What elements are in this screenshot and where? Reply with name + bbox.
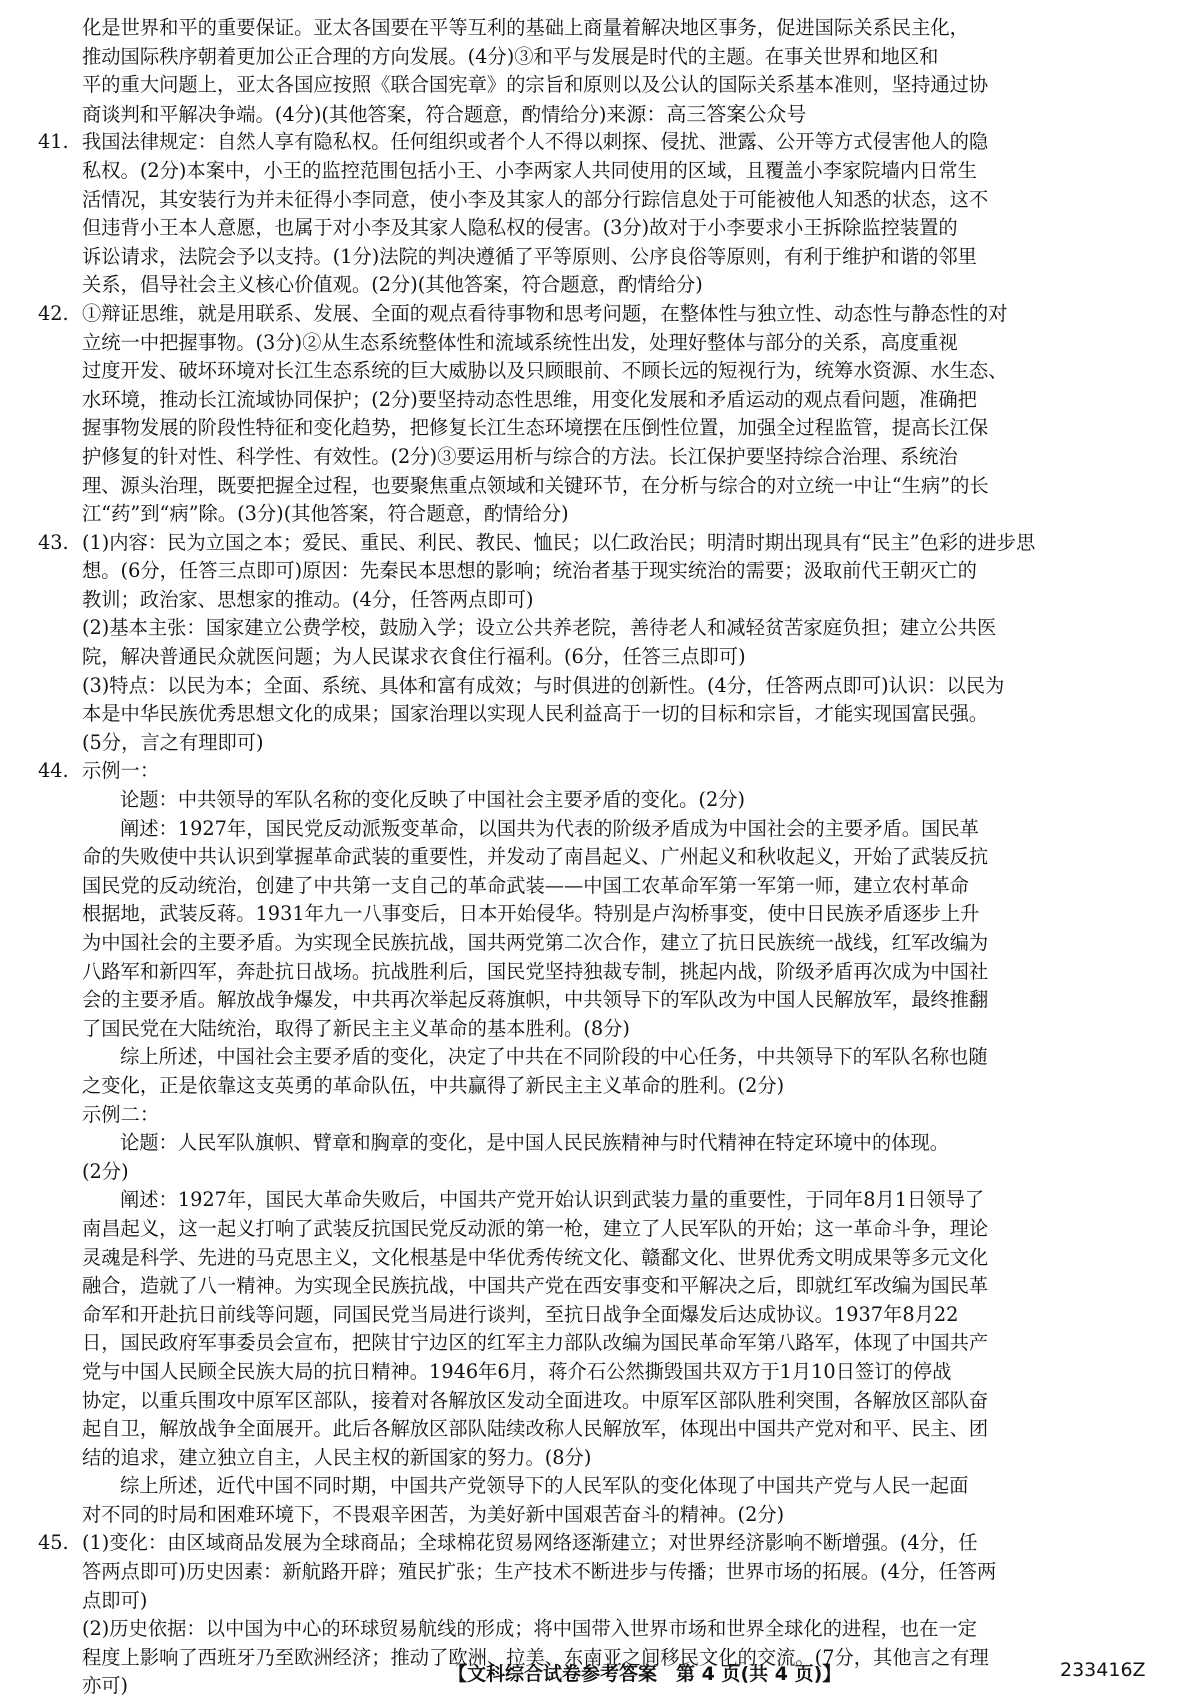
answer-line <box>82 43 1167 72</box>
answer-text: 化是世界和平的重要保证。亚太各国要在平等互利的基础上商量着解决地区事务，促进国际关系民主化， <box>82 16 969 39</box>
answer-line <box>82 557 1167 586</box>
answer-text: 起自卫，解放战争全面展开。此后各解放区部队陆续改称人民解放军，体现出中国共产党对和平、民主、团 <box>82 1417 989 1441</box>
page-footer <box>0 1659 1200 1689</box>
answer-text: 灵魂是科学、先进的马克思主义，文化根基是中华优秀传统文化、赣鄱文化、世界优秀文明成果等多元文化 <box>82 1245 989 1269</box>
answer-line <box>38 128 1167 157</box>
answer-line <box>82 1358 1167 1387</box>
answer-line <box>82 672 1167 701</box>
answer-line <box>82 1615 1167 1644</box>
answer-text: (5分，言之有理即可) <box>82 730 264 754</box>
answer-block-continued <box>82 14 1167 128</box>
answer-line <box>82 329 1167 358</box>
answer-text: 院，解决普通民众就医问题；为人民谋求衣食住行福利。(6分，任答三点即可) <box>82 645 746 669</box>
answer-line <box>38 300 1167 329</box>
answer-text: 综上所述，中国社会主要矛盾的变化，决定了中共在不同阶段的中心任务，中共领导下的军队名称也随 <box>120 1045 988 1069</box>
answer-block-44 <box>38 757 1167 1529</box>
answer-text: 综上所述，近代中国不同时期，中国共产党领导下的人民军队的变化体现了中国共产党与人民一起面 <box>120 1474 969 1498</box>
answer-text: 点即可) <box>82 1588 148 1612</box>
answer-text: 示例二： <box>82 1102 160 1126</box>
question-number: 43. <box>38 530 69 554</box>
answer-line <box>82 357 1167 386</box>
answer-text: (2)基本主张：国家建立公费学校，鼓励入学；设立公共养老院，善待老人和减轻贫苦家庭负担；建立公共医 <box>82 616 997 640</box>
question-number: 42. <box>38 301 69 325</box>
answer-block-41 <box>38 128 1167 300</box>
answer-line <box>82 1129 1167 1158</box>
answer-text: 教训；政治家、思想家的推动。(4分，任答两点即可) <box>82 587 534 611</box>
answer-text: 论题：中共领导的军队名称的变化反映了中国社会主要矛盾的变化。(2分) <box>120 788 746 812</box>
answer-text: 过度开发、破坏环境对长江生态系统的巨大威胁以及只顾眼前、不顾长远的短视行为，统筹水资源、水生态、 <box>82 359 1008 383</box>
answer-text: 融合，造就了八一精神。为实现全民族抗战，中国共产党在西安事变和平解决之后，即就红军改编为国民革 <box>82 1274 989 1298</box>
answer-text: 命的失败使中共认识到掌握革命武装的重要性，并发动了南昌起义、广州起义和秋收起义，开始了武装反抗 <box>82 845 989 869</box>
answer-line <box>82 815 1167 844</box>
answer-line <box>82 1215 1167 1244</box>
answer-line <box>38 1529 1167 1558</box>
answer-text: (2分) <box>82 1159 129 1183</box>
answer-line <box>82 500 1167 529</box>
answer-text: 推动国际秩序朝着更加公正合理的方向发展。(4分)③和平与发展是时代的主题。在事关世界和地区和 <box>82 44 939 68</box>
answer-line <box>82 414 1167 443</box>
answer-text: 党与中国人民顾全民族大局的抗日精神。1946年6月，蒋介石公然撕毁国共双方于1月10日签订的停战 <box>82 1359 952 1383</box>
answer-text: 了国民党在大陆统治，取得了新民主主义革命的基本胜利。(8分) <box>82 1016 630 1040</box>
answer-line <box>82 100 1167 129</box>
answer-line <box>38 757 1167 786</box>
answer-line <box>82 700 1167 729</box>
answer-line <box>82 1101 1167 1130</box>
answer-text: 握事物发展的阶段性特征和变化趋势，把修复长江生态环境摆在压倒性位置，加强全过程监管，提高长江保 <box>82 416 989 440</box>
answer-line <box>82 1244 1167 1273</box>
answer-text: 商谈判和平解决争端。(4分)(其他答案，符合题意，酌情给分) <box>82 102 607 126</box>
answer-text: 结的追求，建立独立自主，人民主权的新国家的努力。(8分) <box>82 1445 592 1469</box>
answer-text: 诉讼请求，法院会予以支持。(1分)法院的判决遵循了平等原则、公序良俗等原则，有利于维护和谐的邻里 <box>82 244 977 268</box>
answer-line <box>82 1158 1167 1187</box>
answer-line <box>82 1501 1167 1530</box>
answer-text: 亦可) <box>82 1674 129 1698</box>
answer-text: 示例一： <box>82 759 160 783</box>
answer-text: 但违背小王本人意愿，也属于对小李及其家人隐私权的侵害。(3分)故对于小李要求小王拆除监控装置的 <box>82 216 958 240</box>
answer-line <box>82 157 1167 186</box>
answer-line <box>82 1587 1167 1616</box>
answer-text: 立统一中把握事物。(3分)②从生态系统整体性和流域系统性出发，处理好整体与部分的关系，高度重视 <box>82 330 958 354</box>
answer-line <box>82 472 1167 501</box>
answer-text: 私权。(2分)本案中，小王的监控范围包括小王、小李两家人共同使用的区域，且覆盖小李家院墙内日常生 <box>82 158 977 182</box>
answer-text: ①辩证思维，就是用联系、发展、全面的观点看待事物和思考问题，在整体性与独立性、动态性与静态性的对 <box>82 301 1008 325</box>
answer-line <box>82 243 1167 272</box>
answer-line <box>82 1444 1167 1473</box>
answer-line <box>82 1043 1167 1072</box>
answer-line <box>82 1301 1167 1330</box>
answer-text: (1)变化：由区域商品发展为全球商品；全球棉花贸易网络逐渐建立；对世界经济影响不断增强。(4分，任 <box>82 1531 978 1555</box>
footer-code: 233416Z <box>1060 1659 1146 1681</box>
answer-text: 为中国社会的主要矛盾。为实现全民族抗战，国共两党第二次合作，建立了抗日民族统一战线，红军改编为 <box>82 931 989 954</box>
answer-text: 想。(6分，任答三点即可)原因：先秦民本思想的影响；统治者基于现实统治的需要；汲取前代王朝灭亡的 <box>82 559 977 583</box>
answer-page <box>38 14 1167 1701</box>
answer-line <box>82 186 1167 215</box>
answer-text: 对不同的时局和困难环境下，不畏艰辛困苦，为美好新中国艰苦奋斗的精神。(2分) <box>82 1502 785 1526</box>
question-number: 44. <box>38 759 69 783</box>
answer-line <box>82 1387 1167 1416</box>
answer-line <box>82 1472 1167 1501</box>
source-note: 来源：高三答案公众号 <box>606 101 807 126</box>
answer-text: 阐述：1927年，国民大革命失败后，中国共产党开始认识到武装力量的重要性，于同年8月1日领导了 <box>120 1188 985 1212</box>
answer-text: 关系，倡导社会主义核心价值观。(2分)(其他答案，符合题意，酌情给分) <box>82 273 703 297</box>
answer-line <box>82 958 1167 987</box>
answer-line <box>82 1015 1167 1044</box>
answer-text: (1)内容：民为立国之本；爱民、重民、利民、教民、恤民；以仁政治民；明清时期出现具有“民主”色彩的进步思 <box>82 530 1036 554</box>
answer-text: 本是中华民族优秀思想文化的成果；国家治理以实现人民利益高于一切的目标和宗旨，才能实现国富民强。 <box>82 702 989 726</box>
answer-text: 平的重大问题上，亚太各国应按照《联合国宪章》的宗旨和原则以及公认的国际关系基本准则，坚持通过协 <box>82 73 989 97</box>
answer-text: (3)特点：以民为本；全面、系统、具体和富有成效；与时俱进的创新性。(4分，任答两点即可)认识：以民为 <box>82 673 1005 697</box>
answer-line <box>82 786 1167 815</box>
answer-line <box>82 214 1167 243</box>
answer-text: 答两点即可)历史因素：新航路开辟；殖民扩张；生产技术不断进步与传播；世界市场的拓展。(4分，任答两 <box>82 1560 997 1584</box>
question-number: 41. <box>38 130 69 154</box>
answer-text: 命军和开赴抗日前线等问题，同国民党当局进行谈判，至抗日战争全面爆发后达成协议。1937年8月22 <box>82 1302 959 1326</box>
answer-line <box>38 529 1167 558</box>
answer-text: 会的主要矛盾。解放战争爆发，中共再次举起反蒋旗帜，中共领导下的军队改为中国人民解放军，最终推翻 <box>82 988 989 1012</box>
answer-text: 护修复的针对性、科学性、有效性。(2分)③要运用析与综合的方法。长江保护要坚持综合治理、系统治 <box>82 444 958 468</box>
answer-line <box>82 386 1167 415</box>
footer-title: 【文科综合试卷参考答案 第 4 页(共 4 页)】 <box>448 1663 842 1685</box>
answer-text: 之变化，正是依靠这支英勇的革命队伍，中共赢得了新民主主义革命的胜利。(2分) <box>82 1073 785 1097</box>
answer-line <box>82 1272 1167 1301</box>
answer-line <box>82 14 1167 43</box>
answer-text: 理、源头治理，既要把握全过程，也要聚焦重点领域和关键环节，在分析与综合的对立统一中让“生病”的长 <box>82 473 989 497</box>
answer-text: 八路军和新四军，奔赴抗日战场。抗战胜利后，国民党坚持独裁专制，挑起内战，阶级矛盾再次成为中国社 <box>82 959 989 983</box>
answer-text: 南昌起义，这一起义打响了武装反抗国民党反动派的第一枪，建立了人民军队的开始；这一革命斗争，理论 <box>82 1216 989 1240</box>
answer-text: (2)历史依据：以中国为中心的环球贸易航线的形成；将中国带入世界市场和世界全球化的进程，也在一定 <box>82 1617 977 1641</box>
answer-line <box>82 872 1167 901</box>
answer-text: 协定，以重兵围攻中原军区部队，接着对各解放区发动全面进攻。中原军区部队胜利突围，各解放区部队奋 <box>82 1388 989 1412</box>
answer-line <box>82 443 1167 472</box>
answer-line <box>82 843 1167 872</box>
answer-line <box>82 729 1167 758</box>
answer-text: 根据地，武装反蒋。1931年九一八事变后，日本开始侵华。特别是卢沟桥事变，使中日民族矛盾逐步上升 <box>82 902 980 926</box>
question-number: 45. <box>38 1531 69 1555</box>
answer-line <box>82 271 1167 300</box>
answer-line <box>82 1072 1167 1101</box>
answer-block-42 <box>38 300 1167 529</box>
answer-line <box>82 900 1167 929</box>
answer-text: 论题：人民军队旗帜、臂章和胸章的变化，是中国人民民族精神与时代精神在特定环境中的体现。 <box>120 1131 950 1155</box>
answer-line <box>82 586 1167 615</box>
answer-text: 活情况，其安装行为并未征得小李同意，使小李及其家人的部分行踪信息处于可能被他人知悉的状态，这不 <box>82 187 989 211</box>
answer-line <box>82 1558 1167 1587</box>
answer-block-43 <box>38 529 1167 758</box>
answer-line <box>82 71 1167 100</box>
answer-text: 日，国民政府军事委员会宣布，把陕甘宁边区的红军主力部队改编为国民革命军第八路军，体现了中国共产 <box>82 1331 989 1355</box>
answer-line <box>82 1415 1167 1444</box>
answer-line <box>82 1329 1167 1358</box>
answer-line <box>82 1186 1167 1215</box>
answer-text: 阐述：1927年，国民党反动派叛变革命，以国共为代表的阶级矛盾成为中国社会的主要矛盾。国民革 <box>120 816 979 840</box>
answer-text: 江“药”到“病”除。(3分)(其他答案，符合题意，酌情给分) <box>82 502 569 526</box>
answer-line <box>82 929 1167 958</box>
answer-text: 程度上影响了西班牙乃至欧洲经济；推动了欧洲、拉美、东南亚之间移民文化的交流。(7分，其他言之有理 <box>82 1645 989 1669</box>
answer-text: 水环境，推动长江流域协同保护；(2分)要坚持动态性思维，用变化发展和矛盾运动的观点看问题，准确把 <box>82 387 977 411</box>
answer-line <box>82 643 1167 672</box>
answer-line <box>82 614 1167 643</box>
answer-text: 国民党的反动统治，创建了中共第一支自己的革命武装——中国工农革命军第一军第一师，建立农村革命 <box>82 873 969 897</box>
answer-text: 我国法律规定：自然人享有隐私权。任何组织或者个人不得以刺探、侵扰、泄露、公开等方式侵害他人的隐 <box>82 130 989 154</box>
answer-line <box>82 986 1167 1015</box>
